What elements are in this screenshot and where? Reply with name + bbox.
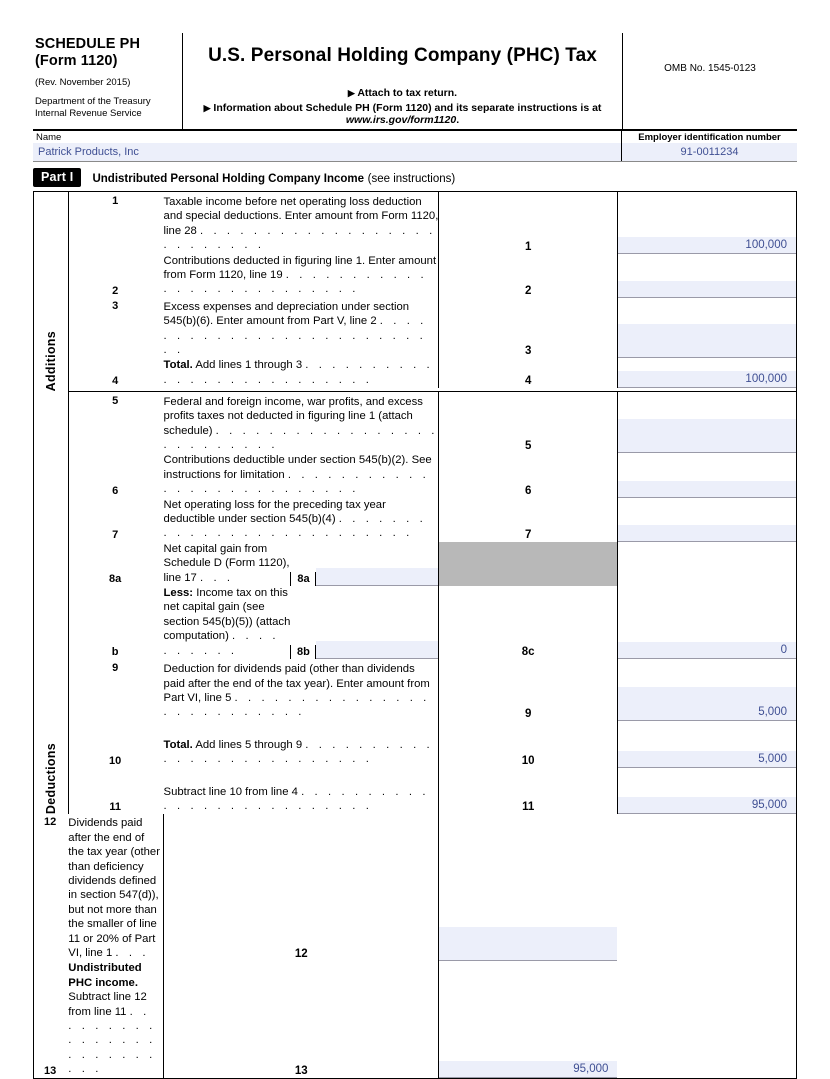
shaded-block xyxy=(439,542,617,586)
schedule-label: SCHEDULE PH xyxy=(35,36,141,52)
line-description xyxy=(164,498,439,542)
amount-cell xyxy=(617,254,796,298)
amount-cell xyxy=(617,785,796,815)
line-number: 2 xyxy=(112,284,119,297)
line-number: b xyxy=(111,646,119,659)
irs-url[interactable]: www.irs.gov/form1120 xyxy=(345,114,457,126)
spacer-amount xyxy=(617,768,796,785)
line-description xyxy=(164,192,439,254)
line-text: Subtract line 10 from line 4 xyxy=(163,785,298,798)
table-row xyxy=(34,542,797,586)
income-table xyxy=(33,191,797,1079)
line-number: 11 xyxy=(109,801,121,814)
line-8a-row xyxy=(164,542,439,586)
arrow-icon: ▶ xyxy=(203,103,211,113)
line-number: 5 xyxy=(112,394,119,407)
amount-input[interactable]: 100,000 xyxy=(618,237,796,254)
amount-cell xyxy=(617,298,796,359)
line-ref: 6 xyxy=(439,453,617,497)
name-cell xyxy=(33,131,622,161)
ein-label: Employer identification number xyxy=(638,132,781,143)
table-row xyxy=(34,586,797,659)
line-ref: 4 xyxy=(439,358,617,388)
line-text-rest: Add lines 5 through 9 xyxy=(195,738,303,751)
amount-blank xyxy=(618,721,796,738)
table-row xyxy=(34,192,797,254)
line-ref: 13 xyxy=(164,961,439,1078)
info-suffix: . xyxy=(456,114,460,126)
dot-leader: . . . . . . . . . . xyxy=(163,630,280,657)
line-number: 9 xyxy=(112,662,119,675)
info-prefix: Information about Schedule PH (Form 1120) and its separate instructions is at xyxy=(213,102,602,114)
part-title-text: Undistributed Personal Holding Company Income xyxy=(92,173,365,185)
dot-leader: . . . . . . . . . . . . . . . . . . . . . . . . . . xyxy=(163,269,428,296)
line-number: 7 xyxy=(112,528,119,541)
department-line1: Department of the Treasury xyxy=(35,96,151,108)
spacer-row xyxy=(34,721,797,738)
line-number: 1 xyxy=(112,195,119,207)
dot-leader: . . . . . . . . . . . . . . . . . . . . . . . . . . xyxy=(163,738,434,766)
line-ref: 10 xyxy=(439,738,617,768)
amount-cell xyxy=(617,358,796,388)
amount-cell xyxy=(439,961,617,1078)
line-description xyxy=(164,659,439,721)
line-description xyxy=(68,961,163,1078)
line-number: 4 xyxy=(112,375,119,388)
amount-input[interactable]: 5,000 xyxy=(618,687,796,721)
amount-input[interactable] xyxy=(439,927,617,961)
amount-input[interactable] xyxy=(618,419,796,453)
line-text: Taxable income before net operating loss deduction and special deductions. Enter amount from Form 1120, line 28 xyxy=(163,196,439,237)
amount-cell xyxy=(617,659,796,721)
line-number: 13 xyxy=(44,1064,57,1077)
line-number: 3 xyxy=(112,299,119,312)
line-number: 8a xyxy=(109,573,122,586)
amount-input[interactable] xyxy=(618,324,796,358)
additions-section-label xyxy=(34,192,69,392)
line-ref: 1 xyxy=(439,192,617,254)
info-instruction xyxy=(187,102,618,126)
deductions-section-label xyxy=(34,391,69,814)
amount-cell xyxy=(439,814,617,961)
form-title-block xyxy=(183,33,622,129)
line-text: Net operating loss for the preceding tax year deductible under section 545(b)(4) xyxy=(163,498,386,526)
amount-cell xyxy=(617,192,796,254)
amount-cell xyxy=(617,498,796,542)
name-input[interactable]: Patrick Products, Inc xyxy=(33,143,621,161)
amount-blank xyxy=(618,569,796,586)
dot-leader: . . . . . . . . . . . . . . . . . . . . . . . . . . xyxy=(68,1005,156,1076)
amount-cell xyxy=(617,738,796,768)
line-8b-row xyxy=(164,586,439,659)
line-ref: 11 xyxy=(439,785,617,815)
line-text-rest: Add lines 1 through 3 xyxy=(195,359,303,372)
part-title xyxy=(92,170,455,185)
arrow-icon: ▶ xyxy=(347,88,355,98)
table-row xyxy=(34,391,797,453)
sub-amount-input[interactable] xyxy=(316,641,438,659)
table-row xyxy=(34,659,797,721)
line-ref: 9 xyxy=(439,659,617,721)
spacer xyxy=(68,721,439,738)
dot-leader: . . . . . . . . . . . . . . . . . . . . . . . . . . xyxy=(163,513,427,540)
line-description xyxy=(164,254,439,298)
part-title-note: (see instructions) xyxy=(367,173,456,185)
department-line2: Internal Revenue Service xyxy=(35,108,142,120)
schedule-ph-form xyxy=(33,33,797,1079)
attach-text: Attach to tax return. xyxy=(357,87,458,99)
ein-input[interactable]: 91-0011234 xyxy=(622,143,797,161)
line-description xyxy=(164,785,439,815)
amount-cell xyxy=(617,586,796,659)
line-number: 10 xyxy=(109,754,122,767)
line-description xyxy=(68,814,163,961)
part-badge: Part I xyxy=(33,168,81,187)
dot-leader: . . . . . . . . . . . . . . . . . . . . . . . . . . xyxy=(163,224,436,252)
line-text: Subtract line 12 from line 11 xyxy=(68,991,147,1018)
table-row xyxy=(34,498,797,542)
ein-cell xyxy=(622,131,797,161)
dot-leader: . . . . . . . . . . . . . . . . . . . . . . . . . . xyxy=(163,359,434,386)
line-text-bold: Total. xyxy=(163,359,193,372)
line-ref: 2 xyxy=(439,254,617,298)
line-text: Net capital gain from Schedule D (Form 1120), line 17 xyxy=(163,542,290,584)
form-number-label: (Form 1120) xyxy=(35,53,118,70)
amount-input[interactable] xyxy=(618,281,796,298)
line-description xyxy=(164,738,439,768)
dot-leader: . . . xyxy=(115,947,150,959)
line-description xyxy=(164,453,439,497)
line-description xyxy=(164,542,439,586)
identity-row xyxy=(33,131,797,162)
amount-cell xyxy=(617,453,796,497)
amount-cell xyxy=(617,391,796,453)
amount-input[interactable]: 100,000 xyxy=(618,371,796,388)
dot-leader: . . . . . . . . . . . . . . . . . . . . . . . . . . xyxy=(163,691,430,719)
name-label: Name xyxy=(36,132,62,143)
omb-block xyxy=(622,33,797,129)
line-ref: 7 xyxy=(439,498,617,542)
attach-instruction xyxy=(187,87,618,99)
form-title: U.S. Personal Holding Company (PHC) Tax xyxy=(208,45,597,66)
dot-leader: . . . . . . . . . . . . . . . . . . . . . . . . . . xyxy=(163,785,430,812)
sub-line-ref: 8a xyxy=(290,572,316,586)
spacer-amount xyxy=(617,721,796,738)
spacer xyxy=(68,768,439,785)
deductions-label: Deductions xyxy=(43,743,58,815)
spacer-row xyxy=(34,768,797,785)
table-row xyxy=(34,961,797,1078)
line-text: Income tax on this net capital gain (see section 545(b)(5)) (attach computation) xyxy=(163,587,291,643)
dot-leader: . . . xyxy=(199,571,234,584)
additions-label: Additions xyxy=(43,330,58,392)
line-8a-text-wrap xyxy=(164,542,291,586)
line-number: 12 xyxy=(44,816,57,829)
revision-date: (Rev. November 2015) xyxy=(35,77,131,89)
line-8b-text-wrap xyxy=(164,586,291,659)
amount-input[interactable]: 95,000 xyxy=(618,797,796,814)
form-identity-block xyxy=(33,33,183,129)
amount-input[interactable]: 5,000 xyxy=(618,751,796,768)
line-text: Contributions deducted in figuring line 1. Enter amount from Form 1120, line 19 xyxy=(163,254,437,282)
line-text-bold: Total. xyxy=(163,738,193,751)
dot-leader: . . . . . . . . . . . . . . . . . . . . . . . . . . xyxy=(163,315,427,357)
table-row xyxy=(34,358,797,388)
dot-leader: . . . . . . . . . . . . . . . . . . . . . . . . . . xyxy=(163,424,439,451)
amount-input[interactable] xyxy=(618,525,796,542)
line-ref: 12 xyxy=(164,814,439,961)
line-text: Deduction for dividends paid (other than dividends paid after the end of the tax year). Enter amount from Part VI, line 5 xyxy=(163,663,430,704)
line-text-bold: Less: xyxy=(163,587,194,600)
line-number: 6 xyxy=(112,484,119,497)
schedule-name xyxy=(35,36,176,70)
dot-leader: . . . . . . . . . . . . . . . . . . . . . . . . . . xyxy=(163,468,430,496)
line-text: Dividends paid after the end of the tax year (other than deficiency dividends defined in section 547(d)), but not more than the smaller of line 11 or 20% of Part VI, line 1 xyxy=(68,817,160,959)
line-text: Excess expenses and depreciation under section 545(b)(6). Enter amount from Part V, line 2 xyxy=(163,300,410,328)
line-text: Federal and foreign income, war profits, and excess profits taxes not deducted in figuring line 1 (attach schedule) xyxy=(163,395,423,437)
line-description xyxy=(164,391,439,453)
line-ref: 3 xyxy=(439,298,617,359)
line-text: Contributions deductible under section 545(b)(2). See instructions for limitation xyxy=(163,454,432,481)
line-text-bold: Undistributed PHC income. xyxy=(68,962,142,989)
amount-blank xyxy=(618,768,796,785)
table-row xyxy=(34,814,797,961)
table-row xyxy=(34,254,797,298)
sub-line-ref: 8b xyxy=(290,645,316,659)
line-ref: 5 xyxy=(439,391,617,453)
table-row xyxy=(34,298,797,359)
spacer-ref xyxy=(439,768,617,785)
omb-number: OMB No. 1545-0123 xyxy=(664,63,756,74)
spacer-ref xyxy=(439,721,617,738)
amount-input[interactable]: 0 xyxy=(618,642,796,659)
sub-amount-input[interactable] xyxy=(316,568,438,586)
amount-input[interactable]: 95,000 xyxy=(439,1061,617,1078)
department-block xyxy=(35,96,176,120)
line-ref: 8c xyxy=(439,586,617,659)
line-description xyxy=(164,298,439,359)
amount-input[interactable] xyxy=(618,481,796,498)
amount-cell xyxy=(617,542,796,586)
line-description xyxy=(164,358,439,388)
table-row xyxy=(34,785,797,815)
form-header xyxy=(33,33,797,131)
table-row xyxy=(34,453,797,497)
table-row xyxy=(34,738,797,768)
line-description xyxy=(164,586,439,659)
part-i-header xyxy=(33,168,797,187)
